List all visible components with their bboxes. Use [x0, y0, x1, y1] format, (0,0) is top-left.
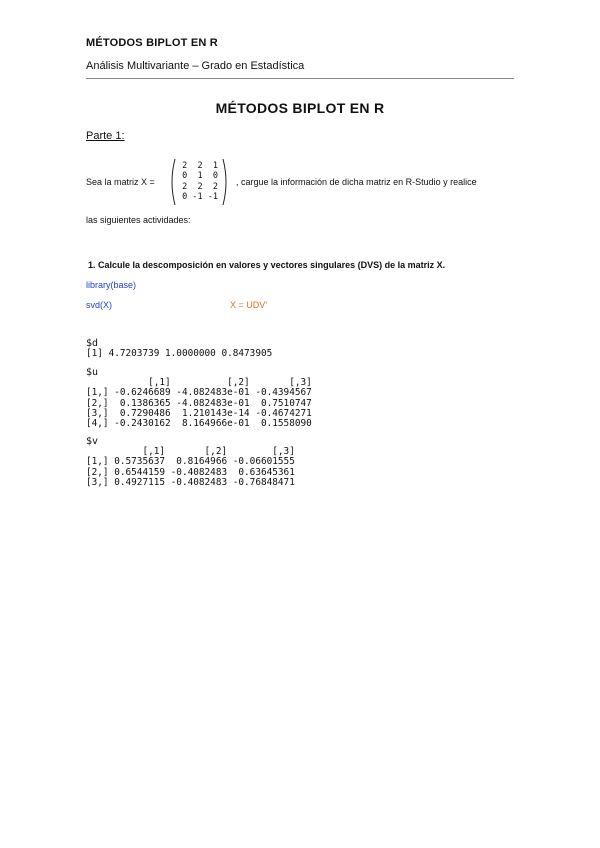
output-u-line: [4,] -0.2430162 8.164966e-01 0.1558090: [86, 418, 312, 430]
matrix-x: [168, 158, 230, 206]
running-header-title: MÉTODOS BIPLOT EN R: [86, 37, 218, 49]
output-u-matrix: [86, 378, 312, 429]
output-v-line: [2,] 0.6544159 -0.4082483 0.63645361: [86, 466, 295, 478]
matrix-values: [177, 161, 218, 202]
output-u-line: [1,] -0.6246689 -4.082483e-01 -0.4394567: [86, 387, 312, 399]
code-library-base: library(base): [86, 280, 137, 290]
running-header-subtitle: Análisis Multivariante – Grado en Estadística: [86, 60, 305, 72]
matrix-row: 2 2 1: [177, 161, 218, 171]
output-v-line: [3,] 0.4927115 -0.4082483 -0.76848471: [86, 476, 295, 488]
matrix-row: 2 2 2: [177, 181, 218, 192]
output-d-values: [1] 4.7203739 1.0000000 0.8473905: [86, 348, 273, 359]
intro-text-line2: las siguientes actividades:: [86, 215, 191, 225]
output-v-label: $v: [86, 436, 99, 447]
output-v-matrix: [86, 447, 295, 488]
output-u-line: [3,] 0.7290486 1.210143e-14 -0.4674271: [86, 407, 312, 419]
output-v-line: [1,] 0.5735637 0.8164966 -0.06601555: [86, 456, 295, 468]
document-title: MÉTODOS BIPLOT EN R: [215, 100, 385, 116]
svd-formula-note: X = UDV’: [230, 300, 268, 310]
output-v-line: [,1] [,2] [,3]: [86, 446, 295, 457]
output-u-line: [2,] 0.1386365 -4.082483e-01 0.7510747: [86, 397, 312, 409]
matrix-row: 0 -1 -1: [177, 191, 218, 202]
intro-text-before-matrix: Sea la matriz X =: [86, 177, 155, 187]
intro-text-after-matrix: , cargue la información de dicha matriz en R-Studio y realice: [236, 177, 477, 187]
matrix-row: 0 1 0: [177, 171, 218, 182]
code-svd-call: svd(X): [86, 300, 113, 310]
header-divider: [86, 78, 514, 79]
question-1: 1. Calcule la descomposición en valores y vectores singulares (DVS) de la matriz X.: [88, 260, 446, 270]
output-u-label: $u: [86, 367, 99, 378]
output-d-label: $d: [86, 338, 99, 349]
output-u-line: [,1] [,2] [,3]: [86, 377, 312, 388]
part-heading: Parte 1:: [86, 130, 125, 142]
